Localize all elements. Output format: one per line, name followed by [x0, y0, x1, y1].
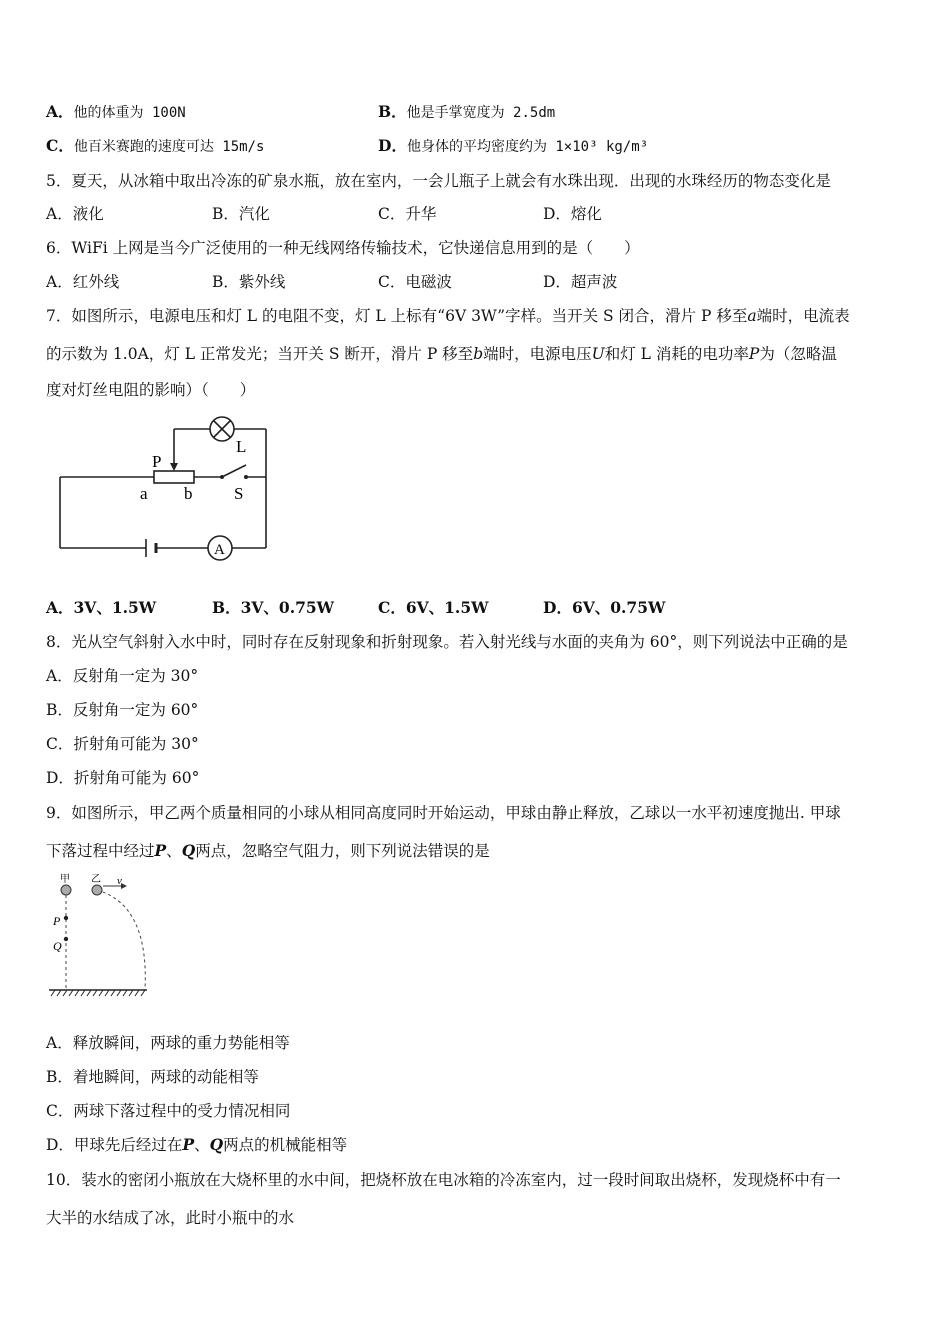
q4-option-d: D．他身体的平均密度约为 1×10³ kg/m³ — [378, 136, 649, 155]
q5-option-d: D．熔化 — [543, 205, 602, 223]
q10-stem-line-2: 大半的水结成了冰，此时小瓶中的水 — [46, 1209, 295, 1227]
q9-label-p: P — [53, 914, 61, 928]
q7-label-p: P — [152, 452, 162, 471]
q7-label-b: b — [184, 484, 193, 503]
q8-option-a: A．反射角一定为 30° — [46, 667, 199, 685]
q7-stem-line-2: 的示数为 1.0A，灯 L 正常发光；当开关 S 断开，滑片 P 移至b端时，电源电压U和灯 L 消耗的电功率P为（忽略温 — [46, 345, 837, 363]
q5-option-c: C．升华 — [378, 205, 437, 223]
q4-option-b: B．他是手掌宽度为 2.5dm — [378, 102, 556, 121]
q8-option-b: B．反射角一定为 60° — [46, 701, 199, 719]
q7-option-c: C．6V、1.5W — [378, 598, 489, 617]
q6-option-b: B．紫外线 — [212, 273, 286, 291]
q6-option-c: C．电磁波 — [378, 273, 452, 291]
q5-option-a: A．液化 — [46, 205, 104, 223]
q7-option-d: D．6V、0.75W — [543, 598, 666, 617]
q9-projectile-diagram — [45, 870, 155, 1000]
q7-label-ammeter: A — [214, 542, 225, 558]
q9-label-jia: 甲 — [60, 874, 70, 885]
q9-label-v: v — [117, 875, 122, 887]
q4-option-a: A．他的体重为 100N — [46, 102, 186, 121]
q9-option-b: B．着地瞬间，两球的动能相等 — [46, 1068, 259, 1086]
q5-stem: 5．夏天，从冰箱中取出冷冻的矿泉水瓶，放在室内，一会儿瓶子上就会有水珠出现．出现的水珠经历的物态变化是 — [46, 172, 831, 190]
q7-label-l: L — [236, 437, 247, 456]
q8-option-d: D．折射角可能为 60° — [46, 769, 200, 787]
q9-option-a: A．释放瞬间，两球的重力势能相等 — [46, 1034, 290, 1052]
q9-label-q: Q — [53, 939, 62, 953]
q7-option-b: B．3V、0.75W — [212, 598, 335, 617]
q9-option-d: D．甲球先后经过在P、Q两点的机械能相等 — [46, 1135, 348, 1154]
q7-label-s: S — [234, 484, 244, 503]
q7-stem-line-3: 度对灯丝电阻的影响）（ ） — [46, 381, 256, 399]
q9-stem-line-1: 9．如图所示，甲乙两个质量相同的小球从相同高度同时开始运动，甲球由静止释放，乙球以一水平初速度抛出. 甲球 — [46, 804, 841, 822]
q10-stem-line-1: 10．装水的密闭小瓶放在大烧杯里的水中间，把烧杯放在电冰箱的冷冻室内，过一段时间取出烧杯，发现烧杯中有一 — [46, 1171, 841, 1189]
q8-stem: 8．光从空气斜射入水中时，同时存在反射现象和折射现象。若入射光线与水面的夹角为 60°，则下列说法中正确的是 — [46, 633, 848, 651]
q6-option-d: D．超声波 — [543, 273, 618, 291]
q5-option-b: B．汽化 — [212, 205, 270, 223]
q9-stem-line-2: 下落过程中经过P、Q两点，忽略空气阻力，则下列说法错误的是 — [46, 841, 490, 860]
q7-circuit-diagram — [50, 415, 290, 565]
q7-option-a: A．3V、1.5W — [46, 598, 157, 617]
q6-option-a: A．红外线 — [46, 273, 120, 291]
q7-label-a: a — [140, 484, 148, 503]
q8-option-c: C．折射角可能为 30° — [46, 735, 199, 753]
q4-option-c: C．他百米赛跑的速度可达 15m/s — [46, 136, 265, 155]
q9-option-c: C．两球下落过程中的受力情况相同 — [46, 1102, 291, 1120]
q6-stem: 6．WiFi 上网是当今广泛使用的一种无线网络传输技术，它快递信息用到的是（ ） — [46, 239, 640, 257]
q7-stem-line-1: 7．如图所示，电源电压和灯 L 的电阻不变，灯 L 上标有“6V 3W”字样。当开关 S 闭合，滑片 P 移至a端时，电流表 — [46, 307, 850, 325]
q9-label-yi: 乙 — [91, 874, 101, 885]
